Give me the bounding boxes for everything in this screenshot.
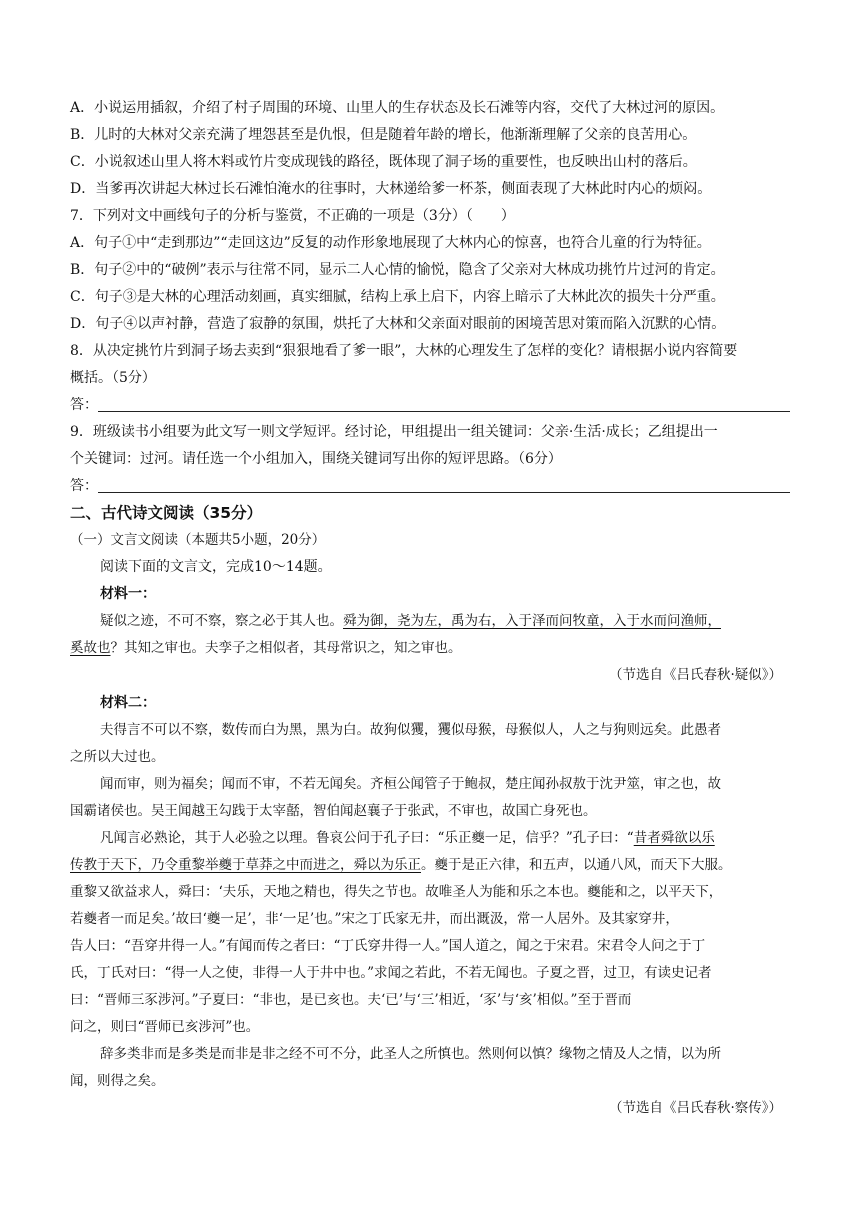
material-2-p3-line5: 告人曰：“吾穿井得一人。”有闻而传之者曰：“丁氏穿井得一人。”国人道之，闻之于宋君。宋君令人问之于丁 [70, 938, 706, 954]
material-1-label: 材料一： [100, 586, 156, 602]
section-2-title: 二、古代诗文阅读（35分） [70, 504, 263, 522]
underlined-sentence-end: 奚故也 [70, 640, 111, 656]
q7-option-a: A．句子①中“走到那边”“走回这边”反复的动作形象地展现了大林内心的惊喜，也符合儿童的行为特征。 [70, 235, 711, 251]
q7-option-c: C．句子③是大林的心理活动刻画，真实细腻，结构上承上启下，内容上暗示了大林此次的损失十分严重。 [70, 289, 725, 305]
material-2-text: 。夔于是正六律，和五声，以通八风，而天下大服。 [421, 857, 732, 873]
q8-stem-line1: 8．从决定挑竹片到洞子场去卖到“狠狠地看了爹一眼”，大林的心理发生了怎样的变化？请根据小说内容简要 [70, 343, 738, 359]
underlined-sentence-end: 传教于天下，乃令重黎举夔于草莽之中而进之，舜以为乐正 [70, 857, 421, 873]
q8-answer-line[interactable] [98, 411, 790, 412]
q7-option-d: D．句子④以声衬静，营造了寂静的氛围，烘托了大林和父亲面对眼前的困境苦思对策而陷入沉默的心情。 [70, 316, 726, 332]
q7-option-b: B．句子②中的“破例”表示与往常不同，显示二人心情的愉悦，隐含了父亲对大林成功挑竹片过河的肯定。 [70, 262, 725, 278]
material-2-p3-line2 [70, 855, 792, 875]
q8-stem-line2: 概括。（5分） [70, 370, 156, 386]
q6-option-a: A．小说运用插叙，介绍了村子周围的环境、山里人的生存状态及长石滩等内容，交代了大林过河的原因。 [70, 100, 725, 116]
material-1-text: ？其知之审也。夫孪子之相似者，其母常识之，知之审也。 [110, 640, 462, 656]
q9-stem-line1: 9．班级读书小组要为此文写一则文学短评。经讨论，甲组提出一组关键词：父亲·生活·成长；乙组提出一 [70, 424, 718, 440]
underlined-sentence: 舜为御，尧为左，禹为右，入于泽而问牧童，入于水而问渔师， [343, 613, 721, 629]
material-2-source: （节选自《吕氏春秋·察传》） [608, 1100, 782, 1116]
material-2-p3-line3: 重黎又欲益求人，舜曰：‘夫乐，天地之精也，得失之节也。故唯圣人为能和乐之本也。夔能和之，以平天下， [70, 884, 723, 900]
section-2-instruction: 阅读下面的文言文，完成10～14题。 [100, 559, 332, 575]
q8-answer-label: 答： [70, 397, 98, 413]
material-2-text: 凡闻言必熟论，其于人必验之以理。鲁哀公问于孔子曰：“乐正夔一足，信乎？”孔子曰：“ [100, 830, 634, 846]
q9-stem-line2: 个关键词：过河。请任选一个小组加入，围绕关键词写出你的短评思路。（6分） [70, 451, 562, 467]
q9-answer-line[interactable] [98, 492, 790, 493]
material-1-text: 疑似之迹，不可不察，察之必于其人也。 [100, 613, 343, 629]
underlined-sentence: 昔者舜欲以乐 [633, 830, 715, 846]
q6-option-c: C．小说叙述山里人将木料或竹片变成现钱的路径，既体现了洞子场的重要性，也反映出山村的落后。 [70, 154, 697, 170]
material-2-p3-line1 [100, 828, 792, 848]
material-1-line1 [100, 611, 792, 631]
q7-stem: 7．下列对文中画线句子的分析与鉴赏，不正确的一项是（3分）（ ） [70, 208, 515, 224]
material-2-p2-line1: 闻而审，则为福矣；闻而不审，不若无闻矣。齐桓公闻管子于鲍叔，楚庄闻孙叔敖于沈尹筮，审之也，故 [100, 776, 721, 792]
material-2-p3-line4: 若夔者一而足矣。’故曰‘夔一足’，非‘一足’也。”宋之丁氏家无井，而出溉汲，常一人居外。及其家穿井， [70, 911, 679, 927]
material-2-p3-line7: 曰：“晋师三豕涉河。”子夏曰：“非也，是已亥也。夫‘已’与‘三’相近，‘豕’与‘亥’相似。”至于晋而 [70, 992, 632, 1008]
material-2-p1-line1: 夫得言不可以不察，数传而白为黑，黑为白。故狗似玃，玃似母猴，母猴似人，人之与狗则远矣。此愚者 [100, 722, 721, 738]
material-1-line2 [70, 638, 792, 658]
material-2-p3-line8: 问之，则曰“晋师已亥涉河”也。 [70, 1019, 260, 1035]
material-2-p1-line2: 之所以大过也。 [70, 749, 165, 765]
section-2-subtitle: （一）文言文阅读（本题共5小题，20分） [70, 532, 326, 548]
material-2-p4-line2: 闻，则得之矣。 [70, 1073, 165, 1089]
q9-answer-label: 答： [70, 478, 98, 494]
material-2-p4-line1: 辞多类非而是多类是而非是非之经不可不分，此圣人之所慎也。然则何以慎？缘物之情及人之情，以为所 [100, 1046, 721, 1062]
material-1-source: （节选自《吕氏春秋·疑似》） [608, 667, 782, 683]
material-2-label: 材料二： [100, 695, 156, 711]
material-2-p3-line6: 氏，丁氏对曰：“得一人之使，非得一人于井中也。”求闻之若此，不若无闻也。子夏之晋，过卫，有读史记者 [70, 965, 712, 981]
q6-option-d: D．当爹再次讲起大林过长石滩怕淹水的往事时，大林递给爹一杯茶，侧面表现了大林此时内心的烦闷。 [70, 181, 712, 197]
q6-option-b: B．儿时的大林对父亲充满了埋怨甚至是仇恨，但是随着年龄的增长，他渐渐理解了父亲的良苦用心。 [70, 127, 697, 143]
material-2-p2-line2: 国霸诸侯也。吴王闻越王勾践于太宰嚭，智伯闻赵襄子于张武，不审也，故国亡身死也。 [70, 803, 597, 819]
